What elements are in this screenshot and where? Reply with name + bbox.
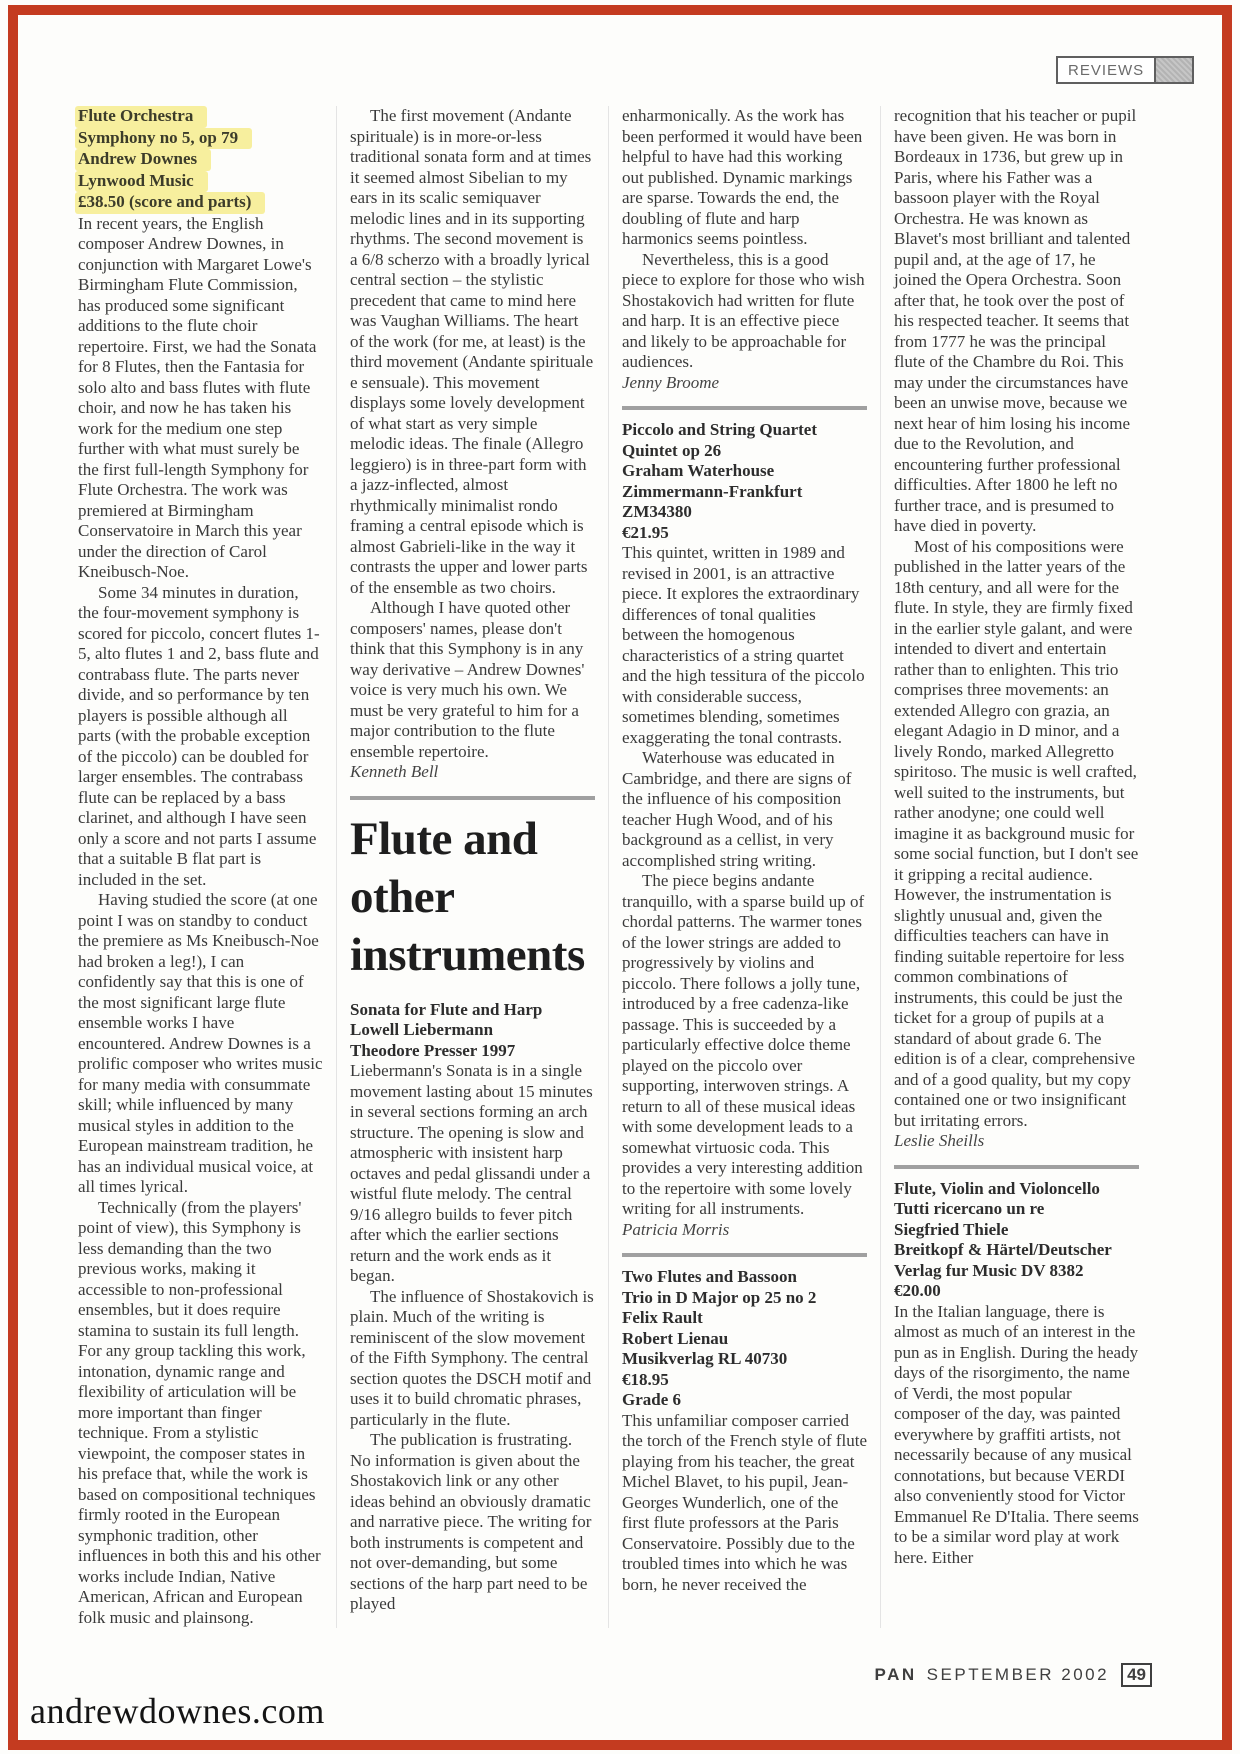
section-headline: Flute and other instruments [350, 812, 585, 981]
listing-line: Zimmermann-Frankfurt [622, 481, 803, 501]
reviews-tab-gray-box [1156, 56, 1194, 84]
section-divider [894, 1165, 1139, 1169]
listing-line: Tutti ricercano un re [894, 1199, 1045, 1218]
listing-line: Quintet op 26 [622, 440, 722, 460]
magazine-name: PAN [874, 1665, 917, 1684]
section-divider [622, 406, 867, 410]
reviewer-byline: Patricia Morris [622, 1219, 730, 1239]
reviews-tab [1056, 56, 1194, 84]
listing-header [622, 420, 867, 543]
listing-line: £38.50 (score and parts) [75, 192, 265, 214]
listing-line: Musikverlag RL 40730 [622, 1349, 788, 1368]
listing-line: €20.00 [894, 1281, 941, 1300]
listing-header [622, 1267, 867, 1411]
listing-line: Graham Waterhouse [622, 461, 775, 480]
review-paragraph: In the Italian language, there is almost as much of an interest in the pun as in English. During the heady days of the risorgimento, the name of Verdi, the most popular composer of the day, was painted everywhere by graffiti artists, not necessarily because of any musical connotations, but because VERDI also conveniently stood for Victor Emmanuel Re D'Italia. There seems to be a similar word play at work here. Either [894, 1301, 1139, 1567]
section-divider [350, 796, 595, 800]
review-paragraph: The first movement (Andante spirituale) is in more-or-less traditional sonata form and at times it seemed almost Sibelian to my ears in its scalic semiquaver melodic lines and in its supporting rhythms. The second movement is a 6/8 scherzo with a broadly lyrical central section – the stylistic precedent that came to mind here was Vaughan Williams. The heart of the work (for me, at least) is the third movement (Andante spirituale e sensuale). This movement displays some lovely development of what start as very simple melodic ideas. The finale (Allegro leggiero) is in three-part form with a jazz-inflected, almost rhythmically minimalist rondo framing a central episode which is almost Gabrieli-like in the way it contrasts the upper and lower parts of the ensemble as two choirs. [350, 106, 594, 597]
review-paragraph: enharmonically. As the work has been performed it would have been helpful to have had this working out published. Dynamic markings are sparse. Towards the end, the doubling of flute and harp harmonics seems pointless. [622, 106, 863, 248]
review-paragraph: The publication is frustrating. No information is given about the Shostakovich link or any other ideas behind an obviously dramatic and narrative piece. The writing for both instruments is competent and not over-demanding, but some sections of the harp part need to be played [350, 1430, 592, 1613]
listing-line: Felix Rault [622, 1308, 703, 1327]
footer [875, 1663, 1152, 1687]
review-paragraph: Technically (from the players' point of view), this Symphony is less demanding than the two previous works, making it accessible to non-professional ensembles, but it does require stamina to sustain its full length. For any group tackling this work, intonation, dynamic range and flexibility of articulation will be more important than finger technique. From a stylistic viewpoint, the composer states in his preface that, while the work is based on compositional techniques firmly rooted in the European symphonic tradition, other influences in both this and his other works include Indian, Native American, African and European folk music and plainsong. [78, 1197, 321, 1627]
listing-line: Andrew Downes [75, 149, 211, 171]
website-url: andrewdownes.com [30, 1691, 325, 1731]
listing-line: Sonata for Flute and Harp [350, 999, 543, 1019]
reviewer-byline: Leslie Sheills [894, 1131, 985, 1150]
listing-line: Lynwood Music [75, 171, 208, 193]
listing-line: €21.95 [622, 522, 669, 542]
review-paragraph: Although I have quoted other composers' names, please don't think that this Symphony is in any way derivative – Andrew Downes' voice is very much his own. We must be very grateful to him for a major contribution to the flute ensemble repertoire. [350, 598, 585, 761]
review-paragraph: Liebermann's Sonata is in a single movement lasting about 15 minutes in several sections forming an arch structure. The opening is slow and atmospheric with insistent harp octaves and pedal glissandi under a wistful flute melody. The central 9/16 allegro builds to fever pitch after which the earlier sections return and the work ends as it began. [350, 1061, 593, 1285]
reviews-tab-label: REVIEWS [1056, 56, 1156, 84]
review-paragraph: Having studied the score (at one point I was on standby to conduct the premiere as Ms Kneibusch-Noe had broken a leg!), I can confidently say that this is one of the most significant large flute ensemble works I have encountered. Andrew Downes is a prolific composer who writes music for many media with consummate skill; while influenced by many musical styles in addition to the European mainstream tradition, he has an individual musical voice, at all times lyrical. [78, 890, 323, 1196]
review-paragraph: In recent years, the English composer Andrew Downes, in conjunction with Margaret Lowe's Birmingham Flute Commission, has produced some significant additions to the flute choir repertoire. First, we had the Sonata for 8 Flutes, then the Fantasia for solo alto and bass flutes with flute choir, and now he has taken his work for the medium one step further with what must surely be the first full-length Symphony for Flute Orchestra. The work was premiered at Birmingham Conservatoire in March this year under the direction of Carol Kneibusch-Noe. [78, 213, 317, 581]
columns [78, 106, 1152, 1628]
column-3 [608, 106, 880, 1628]
listing-line: ZM34380 [622, 502, 692, 521]
listing-header [894, 1179, 1139, 1302]
listing-header [350, 1000, 595, 1062]
listing-line: Two Flutes and Bassoon [622, 1267, 797, 1286]
issue-date: SEPTEMBER 2002 [926, 1665, 1110, 1684]
listing-line: €18.95 [622, 1369, 669, 1389]
listing-line: Symphony no 5, op 79 [75, 128, 252, 150]
review-paragraph: This quintet, written in 1989 and revised in 2001, is an attractive piece. It explores the extraordinary differences of tonal qualities between the homogenous characteristics of a string quartet and the high tessitura of the piccolo with considerable success, sometimes blending, sometimes exaggerating the tonal contrasts. [622, 543, 865, 747]
review-paragraph: This unfamiliar composer carried the torch of the French style of flute playing from his teacher, the great Michel Blavet, to his pupil, Jean-Georges Wunderlich, one of the first flute professors at the Paris Conservatoire. Possibly due to the troubled times into which he was born, he never received the [622, 1410, 868, 1594]
listing-line: Robert Lienau [622, 1328, 729, 1348]
listing-line: Piccolo and String Quartet [622, 420, 818, 439]
column-2 [336, 106, 608, 1628]
section-divider [622, 1253, 867, 1257]
review-paragraph: The piece begins andante tranquillo, with a sparse build up of chordal patterns. The warmer tones of the lower strings are added to progressively by violins and piccolo. There follows a jolly tune, introduced by a free cadenza-like passage. This is succeeded by a particularly effective dolce theme played on the piccolo over supporting, interwoven strings. A return to all of these musical ideas with some development leads to a somewhat virtuosic coda. This provides a very interesting addition to the repertoire with some lovely writing for all instruments. [622, 871, 865, 1218]
listing-header-highlighted [78, 106, 323, 214]
listing-line: Siegfried Thiele [894, 1219, 1009, 1239]
review-paragraph: The influence of Shostakovich is plain. Much of the writing is reminiscent of the slow movement of the Fifth Symphony. The central section quotes the DSCH motif and uses it to build chromatic phrases, particularly in the flute. [350, 1286, 594, 1429]
review-paragraph: Waterhouse was educated in Cambridge, and there are signs of the influence of his composition teacher Hugh Wood, and of his background as a cellist, in very accomplished string writing. [622, 748, 852, 870]
listing-line: Trio in D Major op 25 no 2 [622, 1287, 817, 1307]
page-number: 49 [1121, 1663, 1152, 1687]
review-paragraph: recognition that his teacher or pupil have been given. He was born in Bordeaux in 1736, but grew up in Paris, where his Father was a bassoon player with the Royal Orchestra. He was known as Blavet's most brilliant and talented pupil and, at the age of 17, he joined the Opera Orchestra. Soon after that, he took over the post of his respected teacher. It seems that from 1777 he was the principal flute of the Chambre du Roi. This may under the circumstances have been an unwise move, because we next hear of him losing his income due to the Revolution, and encountering further professional difficulties. After 1800 he left no further trace, and is presumed to have died in poverty. [894, 106, 1137, 535]
column-4 [880, 106, 1152, 1628]
column-1 [78, 106, 336, 1628]
reviewer-byline: Kenneth Bell [350, 762, 439, 781]
listing-line: Grade 6 [622, 1390, 682, 1409]
review-paragraph: Most of his compositions were published in the latter years of the 18th century, and all were for the flute. In style, they are firmly fixed in the earlier style galant, and were intended to divert and entertain rather than to enlighten. This trio comprises three movements: an extended Allegro con grazia, an elegant Adagio in D minor, and a lively Rondo, marked Allegretto spiritoso. The music is well crafted, well suited to the instruments, but rather anodyne; one could well imagine it as background music for some social function, but I don't see it gripping a recital audience. However, the instrumentation is slightly unusual and, given the difficulties teachers can have in finding suitable repertoire for less common combinations of instruments, this could be just the ticket for a group of pupils at a standard of about grade 6. The edition is of a clear, comprehensive and of a good quality, but my copy contained one or two insignificant but irritating errors. [894, 536, 1139, 1130]
review-paragraph: Some 34 minutes in duration, the four-movement symphony is scored for piccolo, concert flutes 1-5, alto flutes 1 and 2, bass flute and contrabass flute. The parts never divide, and so performance by ten players is possible although all parts (with the probable exception of the piccolo) can be doubled for larger ensembles. The contrabass flute can be replaced by a bass clarinet, and although I have seen only a score and not parts I assume that a suitable B flat part is included in the set. [78, 582, 320, 889]
listing-line: Verlag fur Music DV 8382 [894, 1260, 1084, 1280]
listing-line: Lowell Liebermann [350, 1020, 494, 1039]
listing-line: Theodore Presser 1997 [350, 1040, 516, 1060]
listing-line: Flute, Violin and Violoncello [894, 1178, 1100, 1198]
review-paragraph: Nevertheless, this is a good piece to explore for those who wish Shostakovich had written for flute and harp. It is an effective piece and likely to be approachable for audiences. [622, 249, 865, 371]
listing-line: Flute Orchestra [75, 106, 207, 128]
reviewer-byline: Jenny Broome [622, 372, 720, 392]
listing-line: Breitkopf & Härtel/Deutscher [894, 1240, 1112, 1259]
